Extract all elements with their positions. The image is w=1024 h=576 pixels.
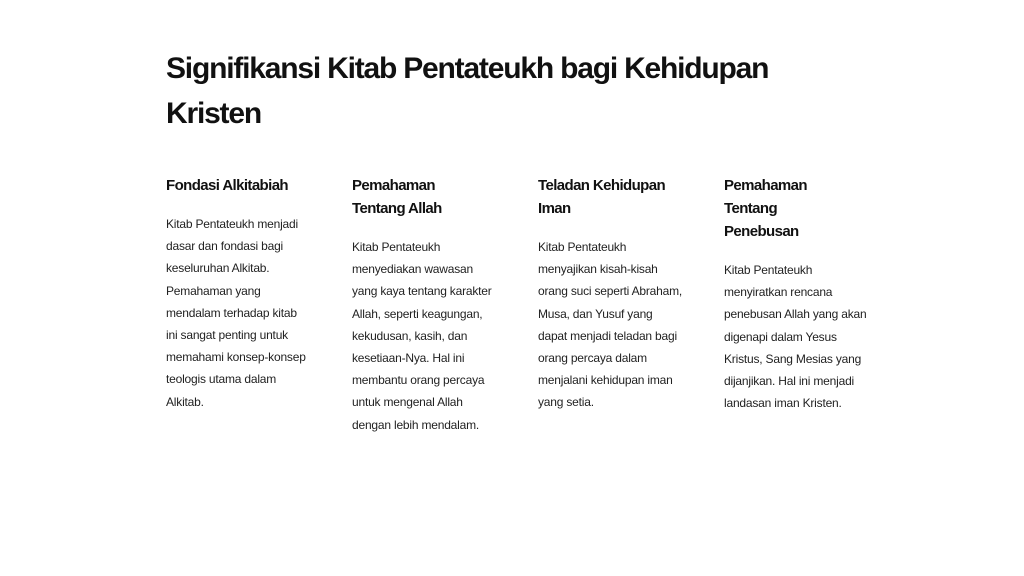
column-pemahaman-tentang-allah [352, 174, 538, 436]
column-body: Kitab Pentateukh menjadi dasar dan fondasi bagi keseluruhan Alkitab. Pemahaman yang mendalam terhadap kitab ini sangat penting untuk memahami konsep-konsep teologis utama dalam Alkitab. [166, 217, 306, 409]
column-body: Kitab Pentateukh menyediakan wawasan yang kaya tentang karakter Allah, seperti keagungan, kekudusan, kasih, dan kesetiaan-Nya. Hal ini membantu orang percaya untuk mengenal Allah dengan lebih mendalam. [352, 240, 492, 432]
column-heading: Pemahaman Tentang Penebusan [724, 177, 807, 240]
columns-container [166, 174, 876, 436]
column-pemahaman-tentang-penebusan [724, 174, 910, 436]
column-heading: Fondasi Alkitabiah [166, 177, 288, 194]
slide-title: Signifikansi Kitab Pentateukh bagi Kehidupan Kristen [166, 52, 769, 130]
column-heading: Teladan Kehidupan Iman [538, 177, 666, 217]
column-body: Kitab Pentateukh menyajikan kisah-kisah orang suci seperti Abraham, Musa, dan Yusuf yang dapat menjadi teladan bagi orang percaya dalam menjalani kehidupan iman yang setia. [538, 240, 683, 410]
column-teladan-kehidupan-iman [538, 174, 724, 436]
column-heading: Pemahaman Tentang Allah [352, 177, 442, 217]
column-fondasi-alkitabiah [166, 174, 352, 436]
column-body: Kitab Pentateukh menyiratkan rencana penebusan Allah yang akan digenapi dalam Yesus Kristus, Sang Mesias yang dijanjikan. Hal ini menjadi landasan iman Kristen. [724, 263, 867, 411]
